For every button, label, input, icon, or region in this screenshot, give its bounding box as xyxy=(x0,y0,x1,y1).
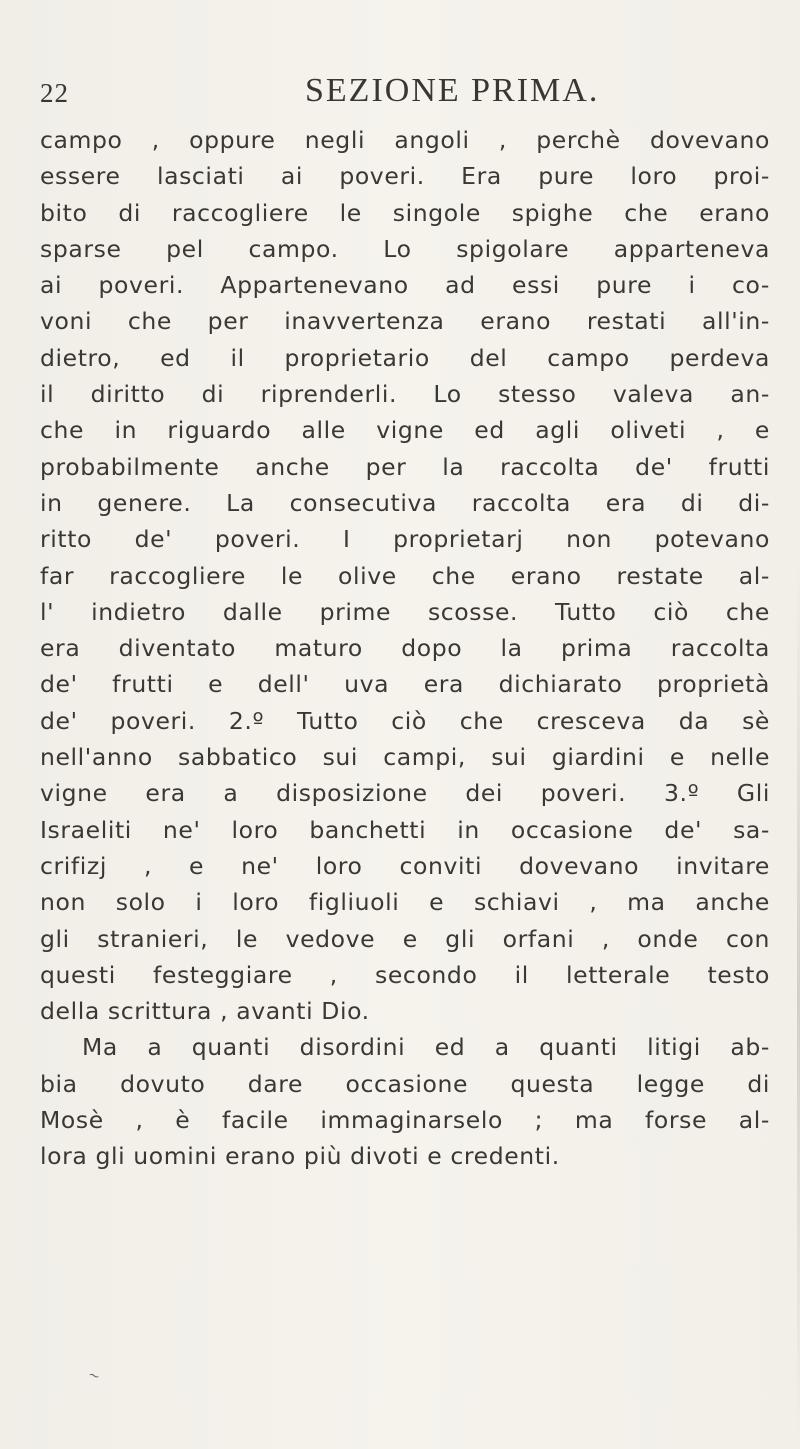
page-number: 22 xyxy=(40,78,69,108)
text-line: ai poveri. Appartenevano ad essi pure i co- xyxy=(40,271,770,300)
text-line: nell'anno sabbatico sui campi, sui giardini e nelle xyxy=(40,743,770,772)
text-line: crifizj , e ne' loro conviti dovevano invitare xyxy=(40,851,770,880)
text-line: che in riguardo alle vigne ed agli oliveti , e xyxy=(40,416,770,445)
body-text xyxy=(40,122,770,1175)
text-line: questi festeggiare , secondo il letterale testo xyxy=(40,960,770,989)
text-line: voni che per inavvertenza erano restati all'in- xyxy=(40,307,770,336)
text-line: sparse pel campo. Lo spigolare apparteneva xyxy=(40,234,770,263)
text-line: in genere. La consecutiva raccolta era di di- xyxy=(40,488,770,517)
stray-mark: ~ xyxy=(85,1366,103,1386)
text-line: ritto de' poveri. I proprietarj non potevano xyxy=(40,525,770,554)
paragraph-start-line: Ma a quanti disordini ed a quanti litigi ab- xyxy=(82,1033,770,1062)
text-line: de' poveri. 2.º Tutto ciò che cresceva da sè xyxy=(40,706,770,735)
paragraph-end-line: della scrittura , avanti Dio. xyxy=(40,997,370,1026)
text-line: essere lasciati ai poveri. Era pure loro proi- xyxy=(40,162,770,191)
running-head: SEZIONE PRIMA. xyxy=(305,72,600,109)
text-line: bia dovuto dare occasione questa legge di xyxy=(40,1069,770,1098)
page-header xyxy=(0,62,800,112)
text-line: il diritto di riprenderli. Lo stesso valeva an- xyxy=(40,380,770,409)
text-line: Mosè , è facile immaginarselo ; ma forse al- xyxy=(40,1106,770,1135)
text-line: non solo i loro figliuoli e schiavi , ma anche xyxy=(40,888,770,917)
text-line: campo , oppure negli angoli , perchè dovevano xyxy=(40,126,770,154)
text-line: bito di raccogliere le singole spighe che erano xyxy=(40,198,770,227)
paragraph-end-line: lora gli uomini erano più divoti e credenti. xyxy=(40,1142,560,1171)
text-line: dietro, ed il proprietario del campo perdeva xyxy=(40,343,770,372)
text-line: era diventato maturo dopo la prima raccolta xyxy=(40,634,770,663)
text-line: l' indietro dalle prime scosse. Tutto ciò che xyxy=(40,597,770,626)
text-line: Israeliti ne' loro banchetti in occasione de' sa- xyxy=(40,815,770,844)
text-line: probabilmente anche per la raccolta de' frutti xyxy=(40,452,770,481)
text-line: gli stranieri, le vedove e gli orfani , onde con xyxy=(40,924,770,953)
text-line: far raccogliere le olive che erano restate al- xyxy=(40,561,770,590)
text-line: vigne era a disposizione dei poveri. 3.º Gli xyxy=(40,779,770,808)
text-line: de' frutti e dell' uva era dichiarato proprietà xyxy=(40,670,770,699)
